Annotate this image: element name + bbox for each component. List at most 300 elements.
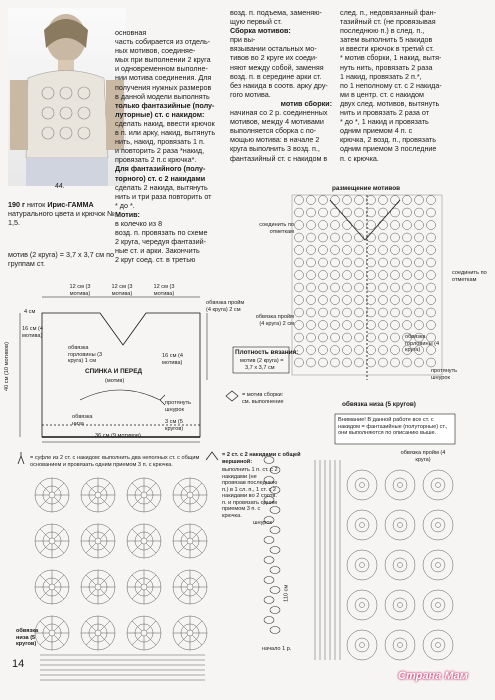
schema-center-sub: (мотив) xyxy=(105,378,125,384)
motif-mark xyxy=(379,283,388,292)
motif-mark xyxy=(427,283,436,292)
chart-stroke xyxy=(40,483,50,493)
motif-mark xyxy=(398,483,403,488)
text-line: след. п., недовязанный фан- xyxy=(340,8,437,17)
motif-mark xyxy=(355,638,369,652)
motif-mark xyxy=(423,630,453,660)
motif-mark xyxy=(355,598,369,612)
text-line: круга выполнить 3 возд. п., xyxy=(230,144,320,154)
motif-mark xyxy=(436,603,441,608)
text-line: сделать 2 накида, вытянуть xyxy=(115,182,208,192)
motif-mark xyxy=(295,308,304,317)
motif-mark xyxy=(347,590,377,620)
motif-mark xyxy=(331,196,340,205)
motif-mark xyxy=(391,283,400,292)
motif-mark xyxy=(423,590,453,620)
text-line: возд. п. подъема, заменяю- xyxy=(230,8,322,17)
chart-stroke xyxy=(40,575,50,585)
text-line: няют между собой, заменяя xyxy=(230,62,324,72)
motif-mark xyxy=(415,246,424,255)
motif-mark xyxy=(415,208,424,217)
motif-mark xyxy=(367,346,376,355)
chart-stroke xyxy=(54,575,64,585)
chart-stroke xyxy=(132,529,142,539)
chart-stroke xyxy=(132,543,142,553)
motif-mark xyxy=(391,258,400,267)
motif-mark xyxy=(343,321,352,330)
text-line: мых при выполнении 2 круга xyxy=(115,55,211,65)
schema-w3: 12 см (3 мотива) xyxy=(153,284,175,297)
motif-mark xyxy=(347,470,377,500)
text-line: в данной модели выполнять xyxy=(115,91,210,101)
motif-mark xyxy=(331,221,340,230)
motif-mark xyxy=(319,296,328,305)
motif-mark xyxy=(403,271,412,280)
motif-mark xyxy=(436,563,441,568)
chart-stroke xyxy=(40,589,50,599)
motif-mark xyxy=(367,321,376,330)
stitch-chart-strip xyxy=(315,460,453,660)
motif-mark xyxy=(295,321,304,330)
strip-armhole-label: обвязка пройм (4 круга) xyxy=(400,450,446,463)
cord-link xyxy=(264,597,274,604)
motif-mark xyxy=(355,221,364,230)
chart-stroke xyxy=(40,543,50,553)
connector-label-right: соединить по отметкам xyxy=(452,270,487,283)
motif-mark xyxy=(367,246,376,255)
motif-mark xyxy=(355,346,364,355)
motif-mark xyxy=(379,271,388,280)
motif-mark xyxy=(355,196,364,205)
chart-stroke xyxy=(54,635,64,645)
motif-mark xyxy=(385,630,415,660)
motif-mark xyxy=(343,196,352,205)
col2-bold1: Сборка мотивов: xyxy=(230,26,291,36)
schema-width-total: 36 см (9 мотивов) xyxy=(95,433,141,439)
motif-mark xyxy=(398,563,403,568)
chart-stroke xyxy=(54,543,64,553)
chart-stroke xyxy=(192,497,202,507)
motif-mark xyxy=(379,233,388,242)
motif-mark xyxy=(427,208,436,217)
chart-stroke xyxy=(192,621,202,631)
schema-armhole: обвязка пройм (4 круга) 2 см xyxy=(206,300,245,313)
schema-cord: протянуть шнурок xyxy=(165,400,192,413)
motif-mark xyxy=(319,233,328,242)
text-line: крючка, 2 возд. п., провязать xyxy=(340,135,436,145)
text-line: 2 круга, чередуя фантазий- xyxy=(115,237,207,247)
motif-mark xyxy=(355,358,364,367)
schema-bottom: обвязка низа xyxy=(72,414,93,427)
motif-mark xyxy=(379,346,388,355)
chart-stroke xyxy=(192,529,202,539)
motif-mark xyxy=(379,196,388,205)
chart-stroke xyxy=(100,529,110,539)
motif-mark xyxy=(379,358,388,367)
motif-mark xyxy=(295,283,304,292)
stitch-chart-main xyxy=(35,478,207,680)
chart-stroke xyxy=(132,497,142,507)
chart-stroke xyxy=(178,635,188,645)
motif-mark xyxy=(295,258,304,267)
motif-mark xyxy=(431,518,445,532)
motif-mark xyxy=(141,584,147,590)
motif-mark xyxy=(427,321,436,330)
schema-h-bottom: 3 см (5 кругов) xyxy=(165,419,184,432)
chart-stroke xyxy=(192,589,202,599)
text-line: при вы- xyxy=(230,35,256,45)
chart-stroke xyxy=(178,575,188,585)
motif-mark xyxy=(360,563,365,568)
schema-center: СПИНКА И ПЕРЕД xyxy=(85,368,143,375)
motif-mark xyxy=(307,333,316,342)
motif-mark xyxy=(295,233,304,242)
text-line: 1 накид, провязать 2 п.*, xyxy=(340,71,422,81)
text-line: начиная со 2 р. соединенных xyxy=(230,108,328,118)
motif-mark xyxy=(343,296,352,305)
col1-bold3: Для фантазийного (полу- xyxy=(115,164,206,174)
assembly-motif-icon xyxy=(226,391,238,401)
text-line: мотивов, между 4 мотивами xyxy=(230,117,324,127)
col2-bold2: мотив сборки: xyxy=(280,98,332,108)
motif-mark xyxy=(398,523,403,528)
motif-mark xyxy=(319,333,328,342)
motif-mark xyxy=(403,246,412,255)
armhole-label-top: обвязка пройм (4 круга) 2 см xyxy=(255,314,294,327)
cord-start-label: начало 1 р. xyxy=(262,646,292,652)
motif-mark xyxy=(360,603,365,608)
chart-stroke xyxy=(146,621,156,631)
motif-mark xyxy=(403,321,412,330)
motif-mark xyxy=(343,358,352,367)
motif-mark xyxy=(415,308,424,317)
text-line: одним приемом 4 п. с xyxy=(340,126,413,136)
schema-neck: обвязка горловины (3 круга) 1 см xyxy=(68,345,103,364)
text-line: возд. п. в середине арки ст. xyxy=(230,71,322,81)
cord-link xyxy=(270,627,280,634)
motif-mark xyxy=(367,333,376,342)
motif-mark xyxy=(431,598,445,612)
motif-mark xyxy=(391,271,400,280)
text-line: гого мотива. xyxy=(230,89,271,99)
motif-mark xyxy=(187,584,193,590)
motif-mark xyxy=(391,346,400,355)
text-line: щую первый ст. xyxy=(230,17,282,27)
motif-mark xyxy=(307,346,316,355)
motif-mark xyxy=(423,510,453,540)
text-line: выполняется сборка с по- xyxy=(230,126,317,136)
photo-number: 44. xyxy=(55,183,65,190)
motif-mark xyxy=(355,246,364,255)
chart-stroke xyxy=(86,589,96,599)
text-line: тазийный ст. (не провязывая xyxy=(340,17,436,27)
col1-bold5: Мотив: xyxy=(115,209,140,219)
chart-stroke xyxy=(146,497,156,507)
motif-mark xyxy=(415,358,424,367)
motif-mark xyxy=(319,321,328,330)
cord-link xyxy=(270,607,280,614)
chart-stroke xyxy=(100,543,110,553)
motif-mark xyxy=(319,208,328,217)
chart-stroke xyxy=(86,621,96,631)
motif-mark xyxy=(343,283,352,292)
motif-mark xyxy=(347,510,377,540)
schema-h-side: 16 см (4 мотива) xyxy=(22,326,43,339)
motif-mark xyxy=(187,630,193,636)
motif-mark xyxy=(343,258,352,267)
motif-mark xyxy=(95,584,101,590)
cord-link xyxy=(270,527,280,534)
chart-stroke xyxy=(100,635,110,645)
motif-mark xyxy=(391,221,400,230)
motif-mark xyxy=(141,630,147,636)
chart-stroke xyxy=(146,529,156,539)
text-line: мощью мотива: в начале 2 xyxy=(230,135,320,145)
chart-stroke xyxy=(54,529,64,539)
motif-mark xyxy=(403,296,412,305)
chart-stroke xyxy=(132,589,142,599)
motif-mark xyxy=(331,346,340,355)
motif-mark xyxy=(331,233,340,242)
motif-mark xyxy=(391,308,400,317)
motif-mark xyxy=(319,196,328,205)
motif-mark xyxy=(367,196,376,205)
motif-mark xyxy=(427,358,436,367)
legend-sc1: = 2 ст. с 2 накидами с общей вершиной: xyxy=(222,452,301,465)
motif-mark xyxy=(49,584,55,590)
motif-mark xyxy=(343,271,352,280)
motif-mark xyxy=(187,538,193,544)
motif-mark xyxy=(393,598,407,612)
motif-mark xyxy=(367,258,376,267)
motif-mark xyxy=(319,283,328,292)
motif-mark xyxy=(427,221,436,230)
motif-mark xyxy=(379,221,388,230)
yarn-rest: натурального цвета и крючок № 1,5. xyxy=(8,209,115,227)
motif-mark xyxy=(343,233,352,242)
motif-mark xyxy=(427,196,436,205)
motif-mark xyxy=(360,523,365,528)
chart-stroke xyxy=(40,497,50,507)
motif-mark xyxy=(393,558,407,572)
motif-mark xyxy=(367,271,376,280)
neck-label-top: обвязка горловины (4 круга) xyxy=(405,334,440,353)
motif-mark xyxy=(415,283,424,292)
motif-mark xyxy=(403,196,412,205)
cord-link xyxy=(270,567,280,574)
yarn-qty: 190 г xyxy=(8,200,25,209)
motif-mark xyxy=(355,518,369,532)
motif-mark xyxy=(436,523,441,528)
chart-stroke xyxy=(100,621,110,631)
text-line: нии мотива соединения. Для xyxy=(115,73,212,83)
chart-stroke xyxy=(86,575,96,585)
text-line: в п. или арку, накид, вытянуть xyxy=(115,128,216,138)
schema-w1: 12 см (3 мотива) xyxy=(69,284,91,297)
chart-stroke xyxy=(54,483,64,493)
motif-mark xyxy=(415,258,424,267)
chart-stroke xyxy=(192,483,202,493)
motif-mark xyxy=(427,308,436,317)
chart-stroke xyxy=(146,575,156,585)
motif-mark xyxy=(355,308,364,317)
motif-mark xyxy=(319,258,328,267)
chart-stroke xyxy=(54,589,64,599)
motif-mark xyxy=(415,296,424,305)
motif-mark xyxy=(379,258,388,267)
cord-link xyxy=(264,537,274,544)
chart-stroke xyxy=(192,635,202,645)
motif-mark xyxy=(427,246,436,255)
chart-stroke xyxy=(178,589,188,599)
yarn-brand: Ирис-ГАММА xyxy=(47,200,94,209)
text-line: по 1 неполному ст. с 2 накида- xyxy=(340,80,442,90)
motif-mark xyxy=(393,478,407,492)
cord-link xyxy=(264,577,274,584)
motif-mark xyxy=(95,538,101,544)
text-line: сделать накид, ввести крючок xyxy=(115,118,215,128)
motif-mark xyxy=(49,630,55,636)
motif-mark xyxy=(295,208,304,217)
col1-bold1: только фантазийные (полу- xyxy=(115,100,215,110)
cord-link xyxy=(270,587,280,594)
motif-mark xyxy=(355,321,364,330)
chart-stroke xyxy=(146,635,156,645)
text-line: двух след. мотивов, вытянуть xyxy=(340,98,440,108)
text-line: тивов во 2 круге их соеди- xyxy=(230,53,318,63)
col1-bold2: луторные) ст. с накидом: xyxy=(115,109,205,119)
motif-mark xyxy=(398,603,403,608)
motif-mark xyxy=(385,550,415,580)
text-line: затем выполнить 5 накидов xyxy=(340,35,433,45)
chart-stroke xyxy=(178,543,188,553)
motif-mark xyxy=(415,233,424,242)
text-line: нить и провязать 2 раза от xyxy=(340,108,430,118)
motif-mark xyxy=(431,638,445,652)
motif-mark xyxy=(398,643,403,648)
motif-mark xyxy=(360,643,365,648)
motif-mark xyxy=(391,358,400,367)
motif-mark xyxy=(367,358,376,367)
assembly-note: = мотив сборки: см. выполнение xyxy=(242,392,284,405)
motif-mark xyxy=(385,510,415,540)
cord-link xyxy=(270,547,280,554)
text-line: нить и три раза повторить от xyxy=(115,191,212,201)
motif-mark xyxy=(379,296,388,305)
motif-size: мотив (2 круга) = 3,7 х 3,7 см по группам ст. xyxy=(8,250,114,268)
motif-mark xyxy=(427,271,436,280)
text-line: вязывании остальных мо- xyxy=(230,44,317,54)
motif-mark xyxy=(307,321,316,330)
motif-mark xyxy=(403,233,412,242)
legend-suffle: = суфле из 2 ст. с накидом: выполнить два неполных ст. с общим основанием и провязать одним приемом 3 п. с крючка. xyxy=(30,455,200,468)
text-line: ные ст. и арки. Закончить xyxy=(115,246,200,256)
motif-mark xyxy=(307,296,316,305)
motif-mark xyxy=(431,478,445,492)
yarn-text: ниток xyxy=(26,200,46,209)
motif-mark xyxy=(355,478,369,492)
text-line: ми в центр. ст. с накидом xyxy=(340,89,424,99)
chart-stroke xyxy=(40,529,50,539)
text-line: провязать 2 п.с крючка*. xyxy=(115,155,197,165)
motif-mark xyxy=(307,271,316,280)
density-line2: 3,7 х 3,7 см xyxy=(245,365,275,371)
schema-w2: 12 см (3 мотива) xyxy=(111,284,133,297)
motif-mark xyxy=(391,321,400,330)
col1-bold4: торного) ст. с 2 накидами xyxy=(115,173,206,183)
site-logo: Страна Мам xyxy=(398,670,468,682)
page-number: 14 xyxy=(12,658,25,670)
chart-bottom-label: обвязка низа (5 кругов) xyxy=(16,628,39,647)
chart-stroke xyxy=(178,529,188,539)
cord-length-label: 110 см xyxy=(283,584,290,602)
chart-stroke xyxy=(146,589,156,599)
motif-mark xyxy=(355,333,364,342)
text-line: * до *, 1 накид и провязать xyxy=(340,117,429,127)
motif-mark xyxy=(295,333,304,342)
motif-mark xyxy=(95,492,101,498)
chart-stroke xyxy=(86,483,96,493)
motif-mark xyxy=(367,208,376,217)
chart-stroke xyxy=(86,529,96,539)
schema-h-total: 40 см (10 мотивов) xyxy=(4,342,10,391)
motif-mark xyxy=(307,283,316,292)
text-line: основная xyxy=(115,28,147,37)
chart-stroke xyxy=(178,483,188,493)
motif-mark xyxy=(379,246,388,255)
chart-stroke xyxy=(132,483,142,493)
motif-mark xyxy=(415,196,424,205)
motif-mark xyxy=(307,246,316,255)
motif-mark xyxy=(187,492,193,498)
motif-mark xyxy=(307,221,316,230)
text-line: и повторить 2 раза *накид, xyxy=(115,146,205,156)
motif-mark xyxy=(355,233,364,242)
motif-mark xyxy=(295,196,304,205)
chart-stroke xyxy=(132,621,142,631)
motif-mark xyxy=(331,296,340,305)
motif-mark xyxy=(319,221,328,230)
text-line: без накида в соотв. арку дру- xyxy=(230,80,328,90)
motif-mark xyxy=(307,258,316,267)
motif-mark xyxy=(307,358,316,367)
motif-mark xyxy=(295,358,304,367)
text-line: * мотив сборки, 1 накид, вытя- xyxy=(340,53,442,63)
motif-mark xyxy=(331,271,340,280)
motif-mark xyxy=(391,296,400,305)
motif-mark xyxy=(415,271,424,280)
motif-mark xyxy=(343,308,352,317)
motif-mark xyxy=(415,321,424,330)
motif-mark xyxy=(379,333,388,342)
chart-stroke xyxy=(54,497,64,507)
motif-mark xyxy=(379,308,388,317)
motif-mark xyxy=(295,246,304,255)
motif-mark xyxy=(331,321,340,330)
text-line: одним приемом 3 последние xyxy=(340,144,437,154)
double-crochet-icon xyxy=(206,452,218,460)
chart-stroke xyxy=(192,543,202,553)
motif-mark xyxy=(367,308,376,317)
density-line1: мотив (2 круга) = xyxy=(240,358,284,364)
motif-mark xyxy=(355,208,364,217)
motif-mark xyxy=(427,258,436,267)
text-line: фантазийный ст. с накидом в xyxy=(230,153,328,163)
motif-mark xyxy=(415,221,424,230)
motif-mark xyxy=(347,550,377,580)
motif-mark xyxy=(331,246,340,255)
text-line: * до *. xyxy=(115,200,135,210)
